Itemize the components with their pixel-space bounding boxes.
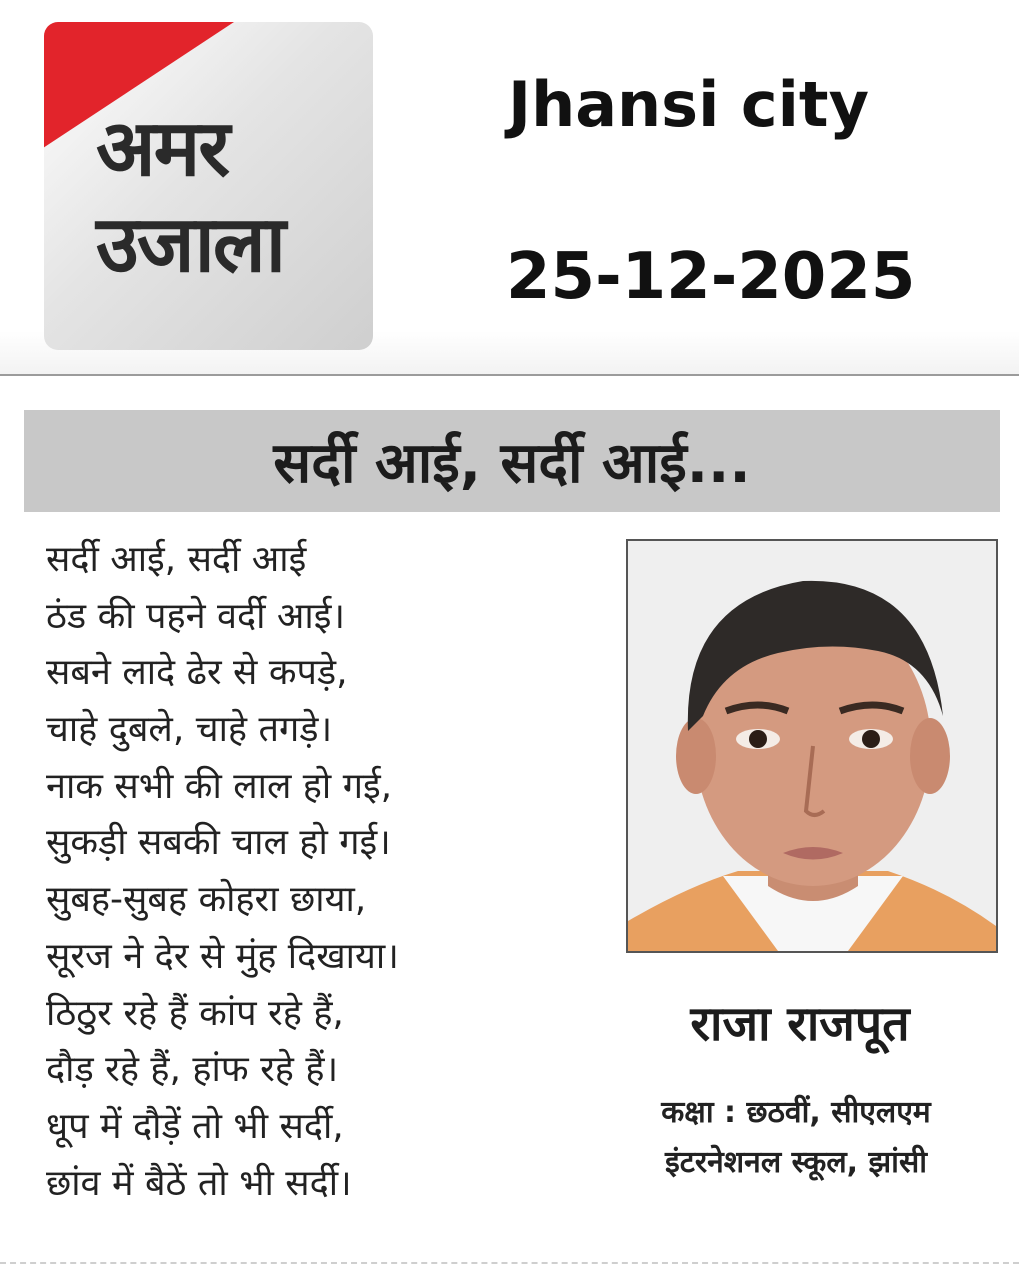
edition-name: Jhansi city bbox=[508, 68, 869, 141]
edition-date: 25-12-2025 bbox=[506, 240, 916, 314]
poem-line: सुकड़ी सबकी चाल हो गई। bbox=[46, 822, 391, 864]
poem-line: सबने लादे ढेर से कपड़े, bbox=[46, 652, 348, 694]
poem bbox=[46, 532, 606, 1212]
poem-line: सुबह-सुबह कोहरा छाया, bbox=[46, 879, 367, 921]
poem-line: छांव में बैठें तो भी सर्दी। bbox=[46, 1162, 352, 1204]
amar-ujala-logo bbox=[44, 22, 373, 350]
author-class-line: कक्षा : छठवीं, सीएलएम bbox=[661, 1095, 931, 1130]
logo-text-line1: अमर bbox=[96, 104, 229, 194]
poem-line: ठंड की पहने वर्दी आई। bbox=[46, 595, 346, 637]
logo-text-line2: उजाला bbox=[96, 200, 284, 290]
header-divider bbox=[0, 374, 1019, 376]
footer-divider bbox=[0, 1262, 1019, 1264]
poem-line: ठिठुर रहे हैं कांप रहे हैं, bbox=[46, 992, 344, 1034]
poem-line: दौड़ रहे हैं, हांफ रहे हैं। bbox=[46, 1049, 339, 1091]
poem-line: धूप में दौड़ें तो भी सर्दी, bbox=[46, 1105, 344, 1147]
poem-line: सूरज ने देर से मुंह दिखाया। bbox=[46, 935, 399, 977]
poem-line: सर्दी आई, सर्दी आई bbox=[46, 539, 307, 580]
poem-line: नाक सभी की लाल हो गई, bbox=[46, 765, 393, 807]
poem-line: चाहे दुबले, चाहे तगड़े। bbox=[46, 709, 333, 751]
author-name: राजा राजपूत bbox=[690, 996, 910, 1052]
article-title: सर्दी आई, सर्दी आई... bbox=[273, 431, 751, 496]
author-photo bbox=[626, 539, 998, 953]
portrait-illustration bbox=[628, 541, 996, 951]
newspaper-header bbox=[0, 0, 1019, 376]
article-title-bar bbox=[24, 410, 1000, 512]
author-school-line: इंटरनेशनल स्कूल, झांसी bbox=[665, 1145, 927, 1180]
